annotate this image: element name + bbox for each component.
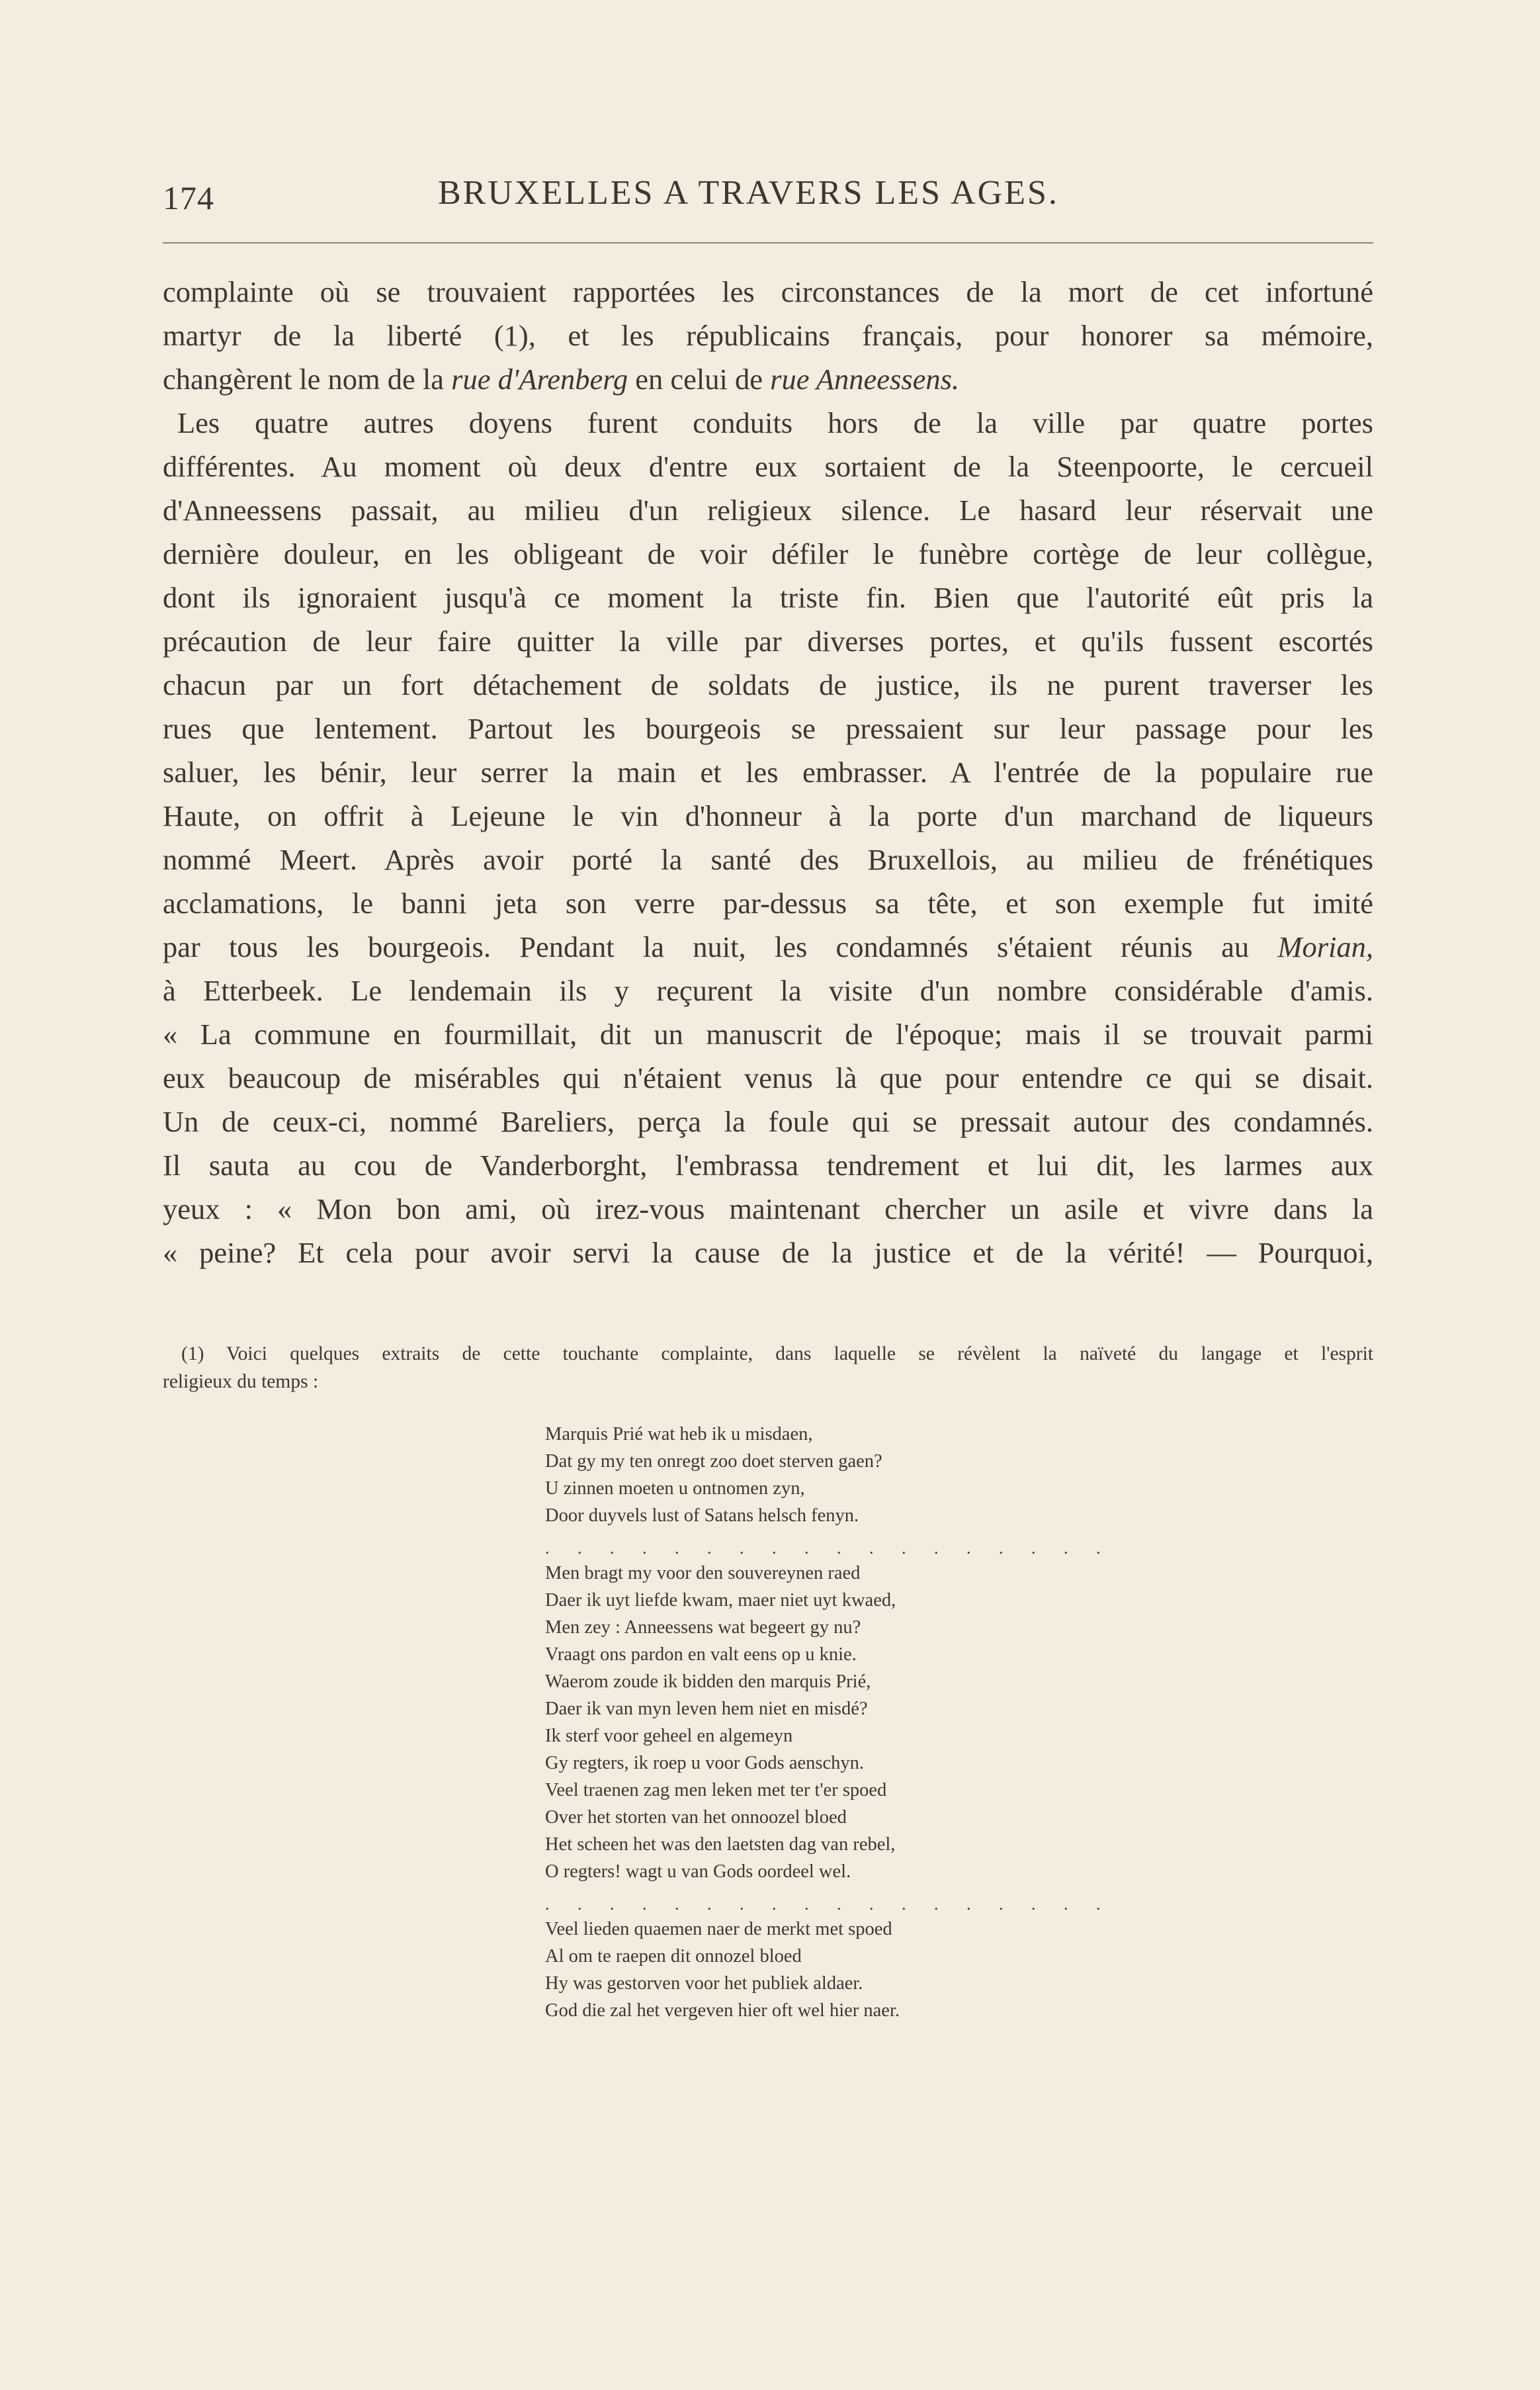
poem-line: U zinnen moeten u ontnomen zyn, — [545, 1478, 805, 1499]
body-line: acclamations, le banni jeta son verre par-dessus sa tête, et son exemple fut imité — [163, 887, 1373, 920]
body-line: d'Anneessens passait, au milieu d'un religieux silence. Le hasard leur réservait une — [163, 494, 1373, 527]
body-line: Haute, on offrit à Lejeune le vin d'honneur à la porte d'un marchand de liqueurs — [163, 799, 1373, 832]
poem-line: Hy was gestorven voor het publiek aldaer. — [545, 1973, 863, 1994]
footnote-line: (1) Voici quelques extraits de cette touchante complainte, dans laquelle se révèlent la naïveté du langage et l'esprit — [181, 1343, 1373, 1364]
body-line: saluer, les bénir, leur serrer la main et les embrasser. A l'entrée de la populaire rue — [163, 756, 1373, 789]
body-line: yeux : « Mon bon ami, où irez-vous maintenant chercher un asile et vivre dans la — [163, 1192, 1373, 1225]
poem-line: Daer ik van myn leven hem niet en misdé? — [545, 1699, 868, 1719]
body-line: nommé Meert. Après avoir porté la santé des Bruxellois, au milieu de frénétiques — [163, 843, 1373, 876]
poem-line: Ik sterf voor geheel en algemeyn — [545, 1726, 793, 1746]
body-line: précaution de leur faire quitter la ville par diverses portes, et qu'ils fussent escortés — [163, 625, 1373, 658]
footnote-line: religieux du temps : — [163, 1371, 319, 1392]
italic-street-name: rue Anneessens. — [770, 363, 960, 396]
poem-line: Al om te raepen dit onnozel bloed — [545, 1946, 802, 1967]
poem-ellipsis: . . . . . . . . . . . . . . . . . . — [545, 1538, 1113, 1558]
body-line: à Etterbeek. Le lendemain ils y reçurent la visite d'un nombre considérable d'amis. — [163, 974, 1373, 1007]
body-line: rues que lentement. Partout les bourgeois se pressaient sur leur passage pour les — [163, 712, 1373, 745]
poem-line: Door duyvels lust of Satans helsch fenyn. — [545, 1505, 859, 1526]
body-line: eux beaucoup de misérables qui n'étaient venus là que pour entendre ce qui se disait. — [163, 1061, 1373, 1094]
poem-line: Over het storten van het onnoozel bloed — [545, 1807, 847, 1828]
poem-line: Het scheen het was den laetsten dag van rebel, — [545, 1834, 896, 1855]
italic-place-name: Morian, — [1277, 930, 1373, 963]
body-line: différentes. Au moment où deux d'entre eux sortaient de la Steenpoorte, le cercueil — [163, 450, 1373, 483]
body-line: Il sauta au cou de Vanderborght, l'embrassa tendrement et lui dit, les larmes aux — [163, 1149, 1373, 1182]
poem-line: Men bragt my voor den souvereynen raed — [545, 1563, 861, 1583]
poem-line: Gy regters, ik roep u voor Gods aenschyn. — [545, 1753, 865, 1773]
poem-line: Men zey : Anneessens wat begeert gy nu? — [545, 1617, 861, 1638]
header-rule — [163, 242, 1373, 243]
poem-line: Marquis Prié wat heb ik u misdaen, — [545, 1424, 813, 1444]
body-line: changèrent le nom de la rue d'Arenberg en celui de rue Anneessens. — [163, 363, 960, 396]
poem-line: Dat gy my ten onregt zoo doet sterven gaen? — [545, 1451, 882, 1472]
body-line: Un de ceux-ci, nommé Bareliers, perça la foule qui se pressait autour des condamnés. — [163, 1105, 1373, 1138]
italic-street-name: rue d'Arenberg — [451, 363, 628, 396]
page-number: 174 — [163, 179, 214, 216]
poem-line: O regters! wagt u van Gods oordeel wel. — [545, 1861, 851, 1882]
body-line: martyr de la liberté (1), et les républicains français, pour honorer sa mémoire, — [163, 319, 1373, 352]
poem-ellipsis: . . . . . . . . . . . . . . . . . . — [545, 1894, 1113, 1914]
body-line: « peine? Et cela pour avoir servi la cause de la justice et de la vérité! — Pourquoi, — [163, 1236, 1373, 1269]
body-line: « La commune en fourmillait, dit un manuscrit de l'époque; mais il se trouvait parmi — [163, 1018, 1373, 1051]
body-line: Les quatre autres doyens furent conduits hors de la ville par quatre portes — [177, 406, 1373, 439]
poem-line: Waerom zoude ik bidden den marquis Prié, — [545, 1671, 871, 1692]
body-line: dernière douleur, en les obligeant de voir défiler le funèbre cortège de leur collègue, — [163, 537, 1373, 570]
body-line: chacun par un fort détachement de soldats de justice, ils ne purent traverser les — [163, 668, 1373, 701]
poem-line: God die zal het vergeven hier oft wel hier naer. — [545, 2000, 900, 2021]
body-line: dont ils ignoraient jusqu'à ce moment la triste fin. Bien que l'autorité eût pris la — [163, 581, 1373, 614]
poem-line: Veel lieden quaemen naer de merkt met spoed — [545, 1919, 892, 1939]
running-title: BRUXELLES A TRAVERS LES AGES. — [438, 174, 1059, 212]
poem-line: Daer ik uyt liefde kwam, maer niet uyt kwaed, — [545, 1590, 896, 1611]
body-line: par tous les bourgeois. Pendant la nuit, les condamnés s'étaient réunis au Morian, — [163, 930, 1373, 963]
poem-line: Vraagt ons pardon en valt eens op u knie. — [545, 1644, 857, 1665]
body-line: complainte où se trouvaient rapportées les circonstances de la mort de cet infortuné — [163, 275, 1373, 308]
page-header — [163, 174, 1373, 218]
poem-line: Veel traenen zag men leken met ter t'er spoed — [545, 1780, 887, 1800]
